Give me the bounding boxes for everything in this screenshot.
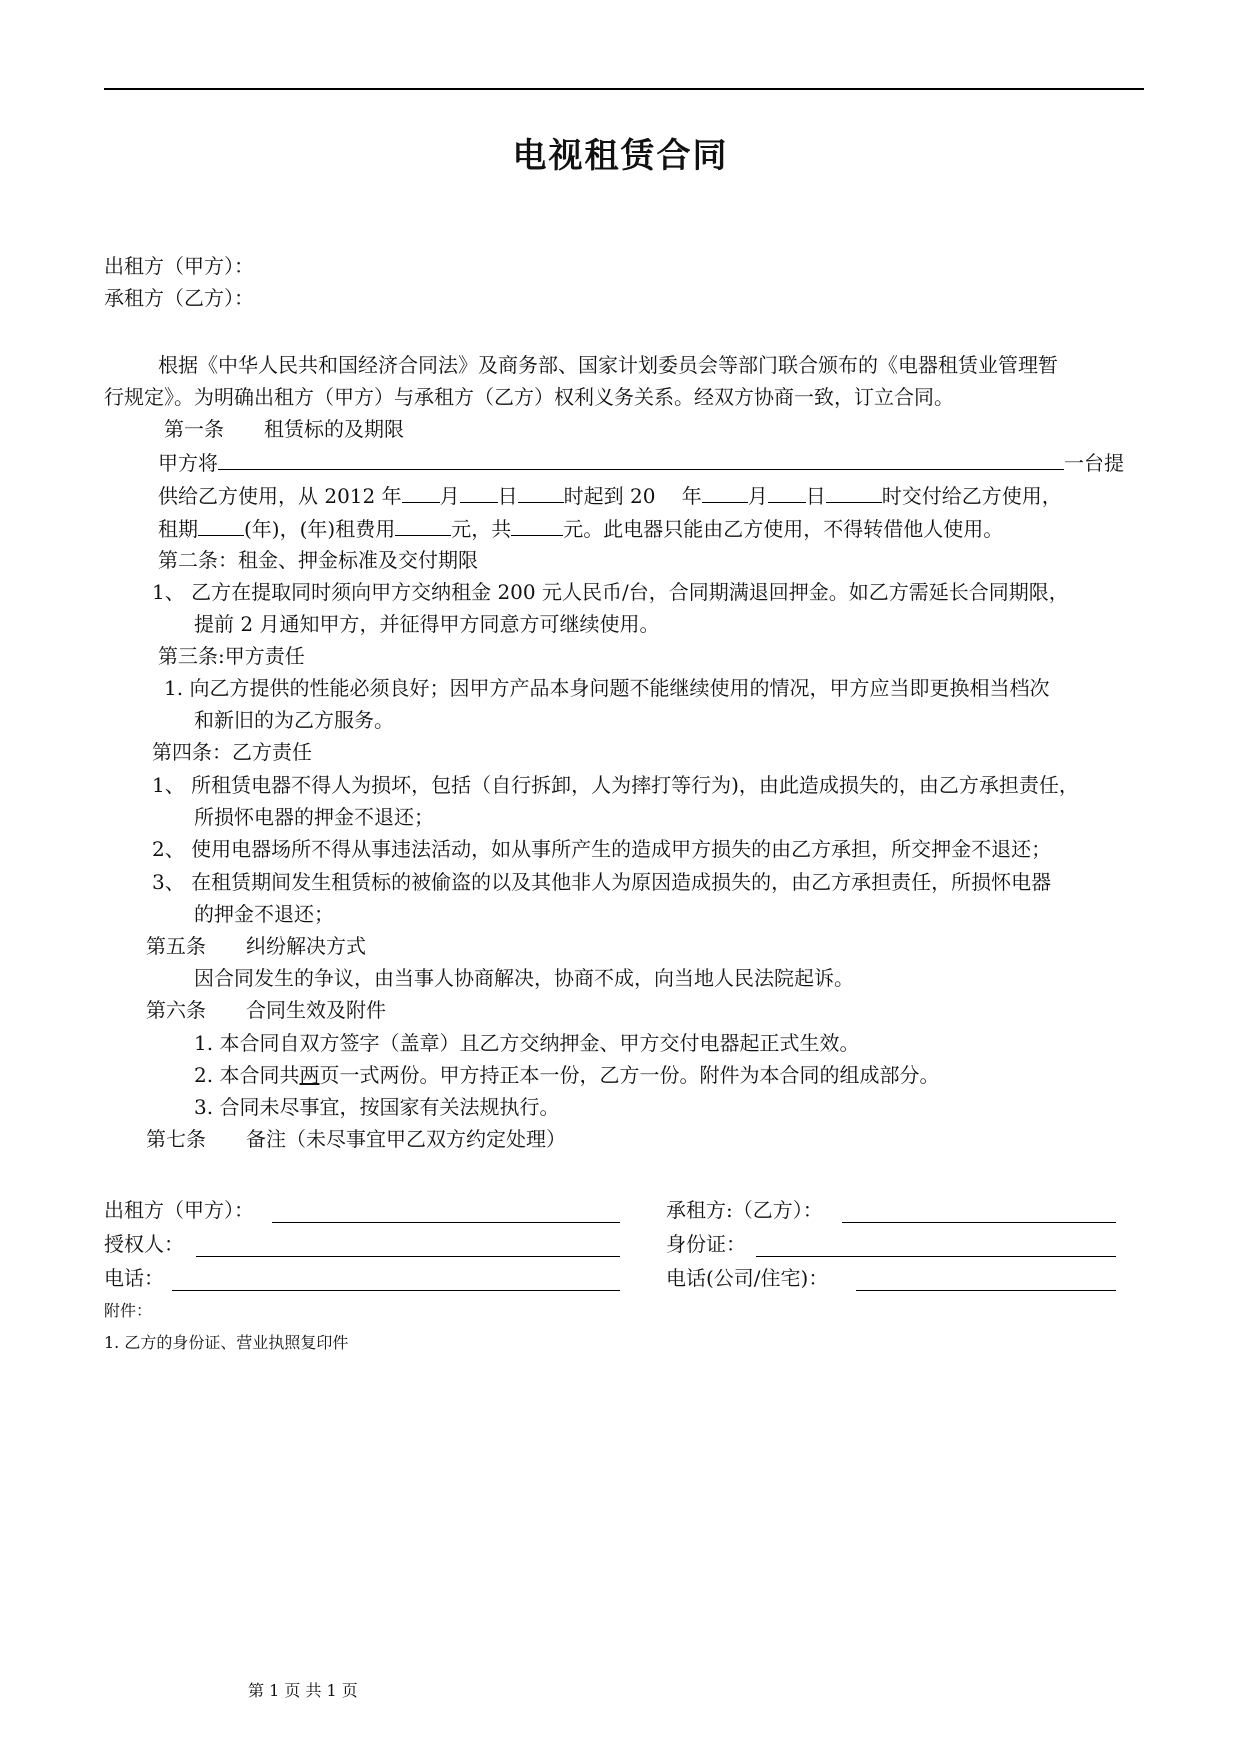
article1-line3 <box>158 513 1003 543</box>
text-delivery: 时交付给乙方使用， <box>881 484 1062 508</box>
sig-phone-label: 电话： <box>104 1266 164 1290</box>
sig-party-a-label: 出租方（甲方）： <box>104 1198 254 1222</box>
sig-party-b-line[interactable] <box>842 1222 1116 1223</box>
sig-authorized-label: 授权人： <box>104 1232 184 1256</box>
text-month: 月 <box>439 484 460 508</box>
article2-heading: 第二条：租金、押金标准及交付期限 <box>158 548 478 572</box>
preamble-line-1: 根据《中华人民共和国经济合同法》及商务部、国家计划委员会等部门联合颁布的《电器租赁业管理暂 <box>158 353 1058 377</box>
text-fee: (年)，(年)租费用 <box>244 517 396 541</box>
text-month-2: 月 <box>747 484 768 508</box>
article3-heading: 第三条:甲方责任 <box>158 644 305 668</box>
attachments-label: 附件： <box>104 1301 153 1320</box>
sig-phone-line[interactable] <box>172 1290 620 1291</box>
party-a-label: 出租方（甲方）： <box>104 254 254 278</box>
item-blank[interactable] <box>218 447 1064 470</box>
sig-id-label: 身份证： <box>666 1232 746 1256</box>
end-month-blank[interactable] <box>702 480 748 503</box>
text-usage: 元。此电器只能由乙方使用，不得转借他人使用。 <box>563 517 1004 541</box>
sig-id-line[interactable] <box>756 1256 1116 1257</box>
end-hour-blank[interactable] <box>826 480 882 503</box>
end-day-blank[interactable] <box>768 480 806 503</box>
page-footer: 第 1 页 共 1 页 <box>248 1681 358 1700</box>
text-end-year: 时起到 20 年 <box>563 484 702 508</box>
header-rule <box>104 88 1144 90</box>
text-day-2: 日 <box>805 484 826 508</box>
article4-item3-line1: 3、 在租赁期间发生租赁标的被偷盗的以及其他非人为原因造成损失的，由乙方承担责任，所损怀电器 <box>152 870 1052 894</box>
article2-item1-line1: 1、 乙方在提取同时须向甲方交纳租金 200 元人民币/台，合同期满退回押金。如乙方需延长合同期限， <box>152 580 1069 604</box>
article4-item2: 2、 使用电器场所不得从事违法活动，如从事所产生的造成甲方损失的由乙方承担，所交押金不退还； <box>152 837 1052 861</box>
article7-heading: 第七条 备注（未尽事宜甲乙双方约定处理） <box>146 1127 566 1151</box>
text-term: 租期 <box>158 517 198 541</box>
page-count: 两 <box>299 1063 320 1087</box>
article6-item2 <box>194 1061 939 1089</box>
article5-text: 因合同发生的争议，由当事人协商解决，协商不成，向当地人民法院起诉。 <box>194 966 854 990</box>
article1-line1-end: 一台提 <box>1064 451 1124 475</box>
article4-heading: 第四条：乙方责任 <box>152 740 312 764</box>
text-start-date: 供给乙方使用，从 2012 年 <box>158 484 402 508</box>
article6-item3: 3. 合同未尽事宜，按国家有关法规执行。 <box>194 1095 560 1119</box>
sig-phone-home-line[interactable] <box>856 1290 1116 1291</box>
fee-blank[interactable] <box>395 513 451 536</box>
article2-item1-line2: 提前 2 月通知甲方，并征得甲方同意方可继续使用。 <box>194 612 660 636</box>
article4-item3-line2: 的押金不退还； <box>194 902 334 926</box>
article4-item1-line2: 所损怀电器的押金不退还； <box>194 805 434 829</box>
article6-item2-end: 页一式两份。甲方持正本一份，乙方一份。附件为本合同的组成部分。 <box>319 1063 940 1087</box>
article1-line2 <box>158 480 1062 510</box>
sig-authorized-line[interactable] <box>196 1256 620 1257</box>
article4-item1-line1: 1、 所租赁电器不得人为损坏，包括（自行拆卸，人为摔打等行为)，由此造成损失的，由乙方承担责任， <box>152 773 1079 797</box>
start-hour-blank[interactable] <box>518 480 564 503</box>
article3-item1-line2: 和新旧的为乙方服务。 <box>194 708 394 732</box>
start-day-blank[interactable] <box>460 480 498 503</box>
article1-line1 <box>158 447 1124 477</box>
article6-item2-start: 2. 本合同共 <box>194 1063 300 1087</box>
text-day: 日 <box>497 484 518 508</box>
preamble-line-2: 行规定》。为明确出租方（甲方）与承租方（乙方）权利义务关系。经双方协商一致，订立合同。 <box>104 385 954 409</box>
start-month-blank[interactable] <box>402 480 440 503</box>
article6-item1: 1. 本合同自双方签字（盖章）且乙方交纳押金、甲方交付电器起正式生效。 <box>194 1031 860 1055</box>
article1-line1-start: 甲方将 <box>158 451 218 475</box>
text-total: 元，共 <box>451 517 512 541</box>
attachments-item1: 1. 乙方的身份证、营业执照复印件 <box>104 1333 349 1352</box>
term-blank[interactable] <box>198 513 244 536</box>
article3-item1-line1: 1. 向乙方提供的性能必须良好；因甲方产品本身问题不能继续使用的情况，甲方应当即更换相当档次 <box>164 676 1050 700</box>
party-b-label: 承租方（乙方）： <box>104 286 254 310</box>
sig-phone-home-label: 电话(公司/住宅)： <box>666 1266 829 1290</box>
document-title: 电视租赁合同 <box>512 136 729 176</box>
article6-heading: 第六条 合同生效及附件 <box>146 998 386 1022</box>
article1-heading: 第一条 租赁标的及期限 <box>164 417 404 441</box>
total-blank[interactable] <box>511 513 563 536</box>
sig-party-b-label: 承租方:（乙方）： <box>666 1198 823 1222</box>
sig-party-a-line[interactable] <box>272 1222 620 1223</box>
article5-heading: 第五条 纠纷解决方式 <box>146 934 366 958</box>
